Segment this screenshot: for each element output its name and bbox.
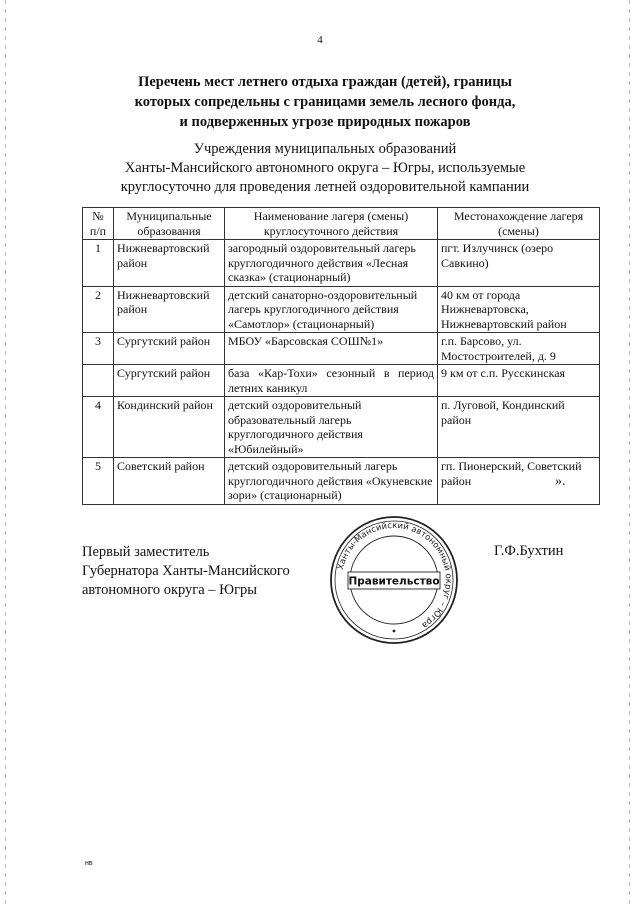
row-camp-name: детский санаторно-оздоровительный лагерь круглогодичного действия «Самотлор» (стационарный) <box>225 286 438 333</box>
header-num: № п/п <box>83 208 114 240</box>
row-num: 5 <box>83 458 114 505</box>
table-header-row <box>83 208 600 240</box>
row-camp-name: детский оздоровительный образовательный лагерь круглогодичного действия «Юбилейный» <box>225 397 438 458</box>
seal-ring-text: Ханты-Мансийский автономный округ – Югра <box>336 520 454 631</box>
row-camp-name: загородный оздоровительный лагерь круглогодичного действия «Лесная сказка» (стационарный) <box>225 240 438 287</box>
header-camp-name: Наименование лагеря (смены) круглосуточного действия <box>225 208 438 240</box>
table-row <box>83 286 600 333</box>
row-location: г.п. Барсово, ул. Мостостроителей, д. 9 <box>438 333 600 365</box>
subtitle-line-2: Ханты-Мансийского автономного округа – Югры, используемые <box>124 160 526 176</box>
row-municipality: Сургутский район <box>114 333 225 365</box>
row-location: 40 км от города Нижневартовска, Нижневартовский район <box>438 286 600 333</box>
table-row <box>83 458 600 505</box>
row-municipality: Нижневартовский район <box>114 240 225 287</box>
row-num: 1 <box>83 240 114 287</box>
signer-line-1: Первый заместитель <box>82 544 210 560</box>
header-municipality: Муниципальные образования <box>114 208 225 240</box>
row-location: пгт. Излучинск (озеро Савкино) <box>438 240 600 287</box>
table-row <box>83 365 600 397</box>
row-camp-name: МБОУ «Барсовская СОШ№1» <box>225 333 438 365</box>
title-line-2: которых сопредельны с границами земель лесного фонда, <box>134 94 516 110</box>
closing-quote: ». <box>555 474 566 489</box>
row-camp-name: база «Кар-Тохи» сезонный в период летних каникул <box>225 365 438 397</box>
subtitle-line-3: круглосуточно для проведения летней оздоровительной кампании <box>120 179 530 195</box>
row-location: п. Луговой, Кондинский район <box>438 397 600 458</box>
row-camp-name: детский оздоровительный лагерь круглогодичного действия «Окуневские зори» (стационарный) <box>225 458 438 505</box>
row-location: гп. Пионерский, Советский район <box>438 458 600 505</box>
document-subtitle <box>40 140 610 197</box>
signer-name: Г.Ф.Бухтин <box>494 543 564 559</box>
government-seal-stamp <box>328 514 460 646</box>
row-municipality: Сургутский район <box>114 365 225 397</box>
subtitle-line-1: Учреждения муниципальных образований <box>193 141 457 157</box>
title-line-1: Перечень мест летнего отдыха граждан (детей), границы <box>138 74 512 90</box>
seal-star-icon <box>393 630 396 633</box>
signer-line-2: Губернатора Ханты-Мансийского <box>82 563 290 579</box>
row-num <box>83 365 114 397</box>
row-municipality: Советский район <box>114 458 225 505</box>
right-edge-line <box>629 0 630 905</box>
footer-code: нв <box>85 860 93 867</box>
left-edge-line <box>5 0 6 905</box>
table-row <box>83 397 600 458</box>
header-location: Местонахождение лагеря (смены) <box>438 208 600 240</box>
seal-center-text: Правительство <box>348 575 440 588</box>
row-num: 4 <box>83 397 114 458</box>
row-municipality: Кондинский район <box>114 397 225 458</box>
table-row <box>83 333 600 365</box>
row-municipality: Нижневартовский район <box>114 286 225 333</box>
document-title <box>40 72 610 132</box>
table-row <box>83 240 600 287</box>
title-line-3: и подверженных угрозе природных пожаров <box>179 114 471 130</box>
row-num: 2 <box>83 286 114 333</box>
page-number: 4 <box>317 34 323 46</box>
row-num: 3 <box>83 333 114 365</box>
camps-table <box>82 207 600 505</box>
signer-title <box>82 543 290 600</box>
signer-line-3: автономного округа – Югры <box>82 582 258 598</box>
row-location: 9 км от с.п. Русскинская <box>438 365 600 397</box>
